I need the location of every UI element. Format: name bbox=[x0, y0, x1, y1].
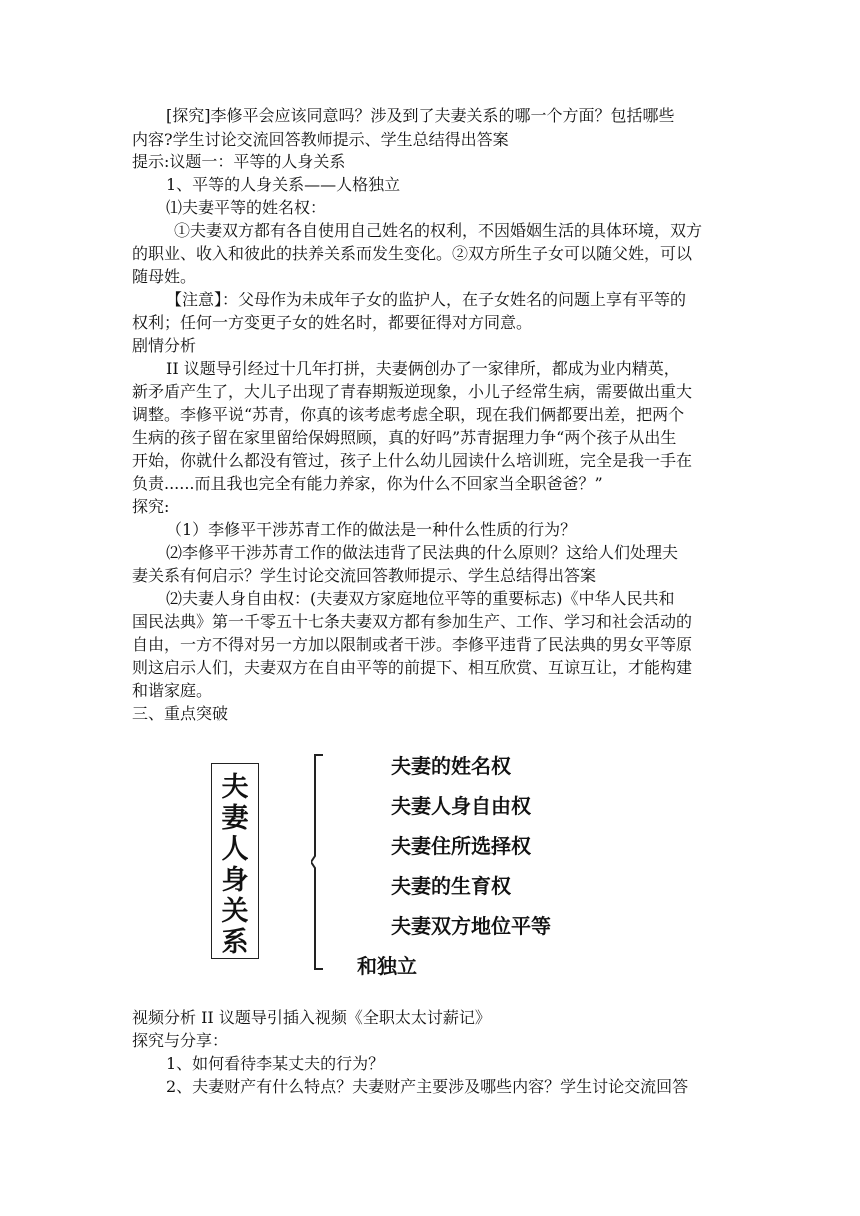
text-line: 则这启示人们，夫妻双方在自由平等的前提下、相互欣赏、互谅互让，才能构建 bbox=[132, 658, 693, 677]
text-line: ⑵夫妻人身自由权：(夫妻双方家庭地位平等的重要标志)《中华人民共和 bbox=[166, 589, 675, 608]
text-line: 视频分析 II 议题导引插入视频《全职太太讨薪记》 bbox=[132, 1008, 491, 1027]
diagram-title-char: 身 bbox=[221, 865, 249, 896]
diagram-title-char: 关 bbox=[221, 896, 249, 927]
text-line: 提示:议题一：平等的人身关系 bbox=[132, 152, 346, 171]
text-line: ①夫妻双方都有各自使用自己姓名的权利，不因婚姻生活的具体环境，双方 bbox=[174, 221, 703, 240]
section-heading: 探究与分享： bbox=[132, 1031, 229, 1050]
text-line: 调整。李修平说“苏青，你真的该考虑考虑全职，现在我们俩都要出差，把两个 bbox=[132, 405, 685, 424]
diagram-title-box bbox=[211, 763, 259, 959]
section-heading: 探究: bbox=[132, 497, 170, 516]
text-line: 新矛盾产生了，大儿子出现了青春期叛逆现象，小儿子经常生病，需要做出重大 bbox=[132, 382, 693, 401]
text-line: [探究]李修平会应该同意吗？涉及到了夫妻关系的哪一个方面？包括哪些 bbox=[166, 106, 675, 125]
diagram-title-char: 夫 bbox=[221, 772, 249, 803]
text-line: 【注意】：父母作为未成年子女的监护人，在子女姓名的问题上享有平等的 bbox=[166, 290, 687, 309]
diagram-item: 夫妻人身自由权 bbox=[391, 794, 531, 818]
diagram-item: 夫妻住所选择权 bbox=[391, 834, 531, 858]
text-line: 随母姓。 bbox=[132, 267, 197, 286]
diagram-title-char: 系 bbox=[221, 927, 249, 958]
diagram-item: 夫妻的生育权 bbox=[391, 874, 511, 898]
diagram-item: 夫妻双方地位平等 bbox=[391, 914, 551, 938]
text-line: 妻关系有何启示？学生讨论交流回答教师提示、学生总结得出答案 bbox=[132, 566, 597, 585]
text-line: 和谐家庭。 bbox=[132, 681, 213, 700]
diagram-item: 和独立 bbox=[357, 954, 417, 978]
text-line: 国民法典》第一千零五十七条夫妻双方都有参加生产、工作、学习和社会活动的 bbox=[132, 612, 693, 631]
text-line: 1、如何看待李某丈夫的行为？ bbox=[166, 1054, 385, 1073]
diagram-title-char: 妻 bbox=[221, 803, 249, 834]
text-line: 的职业、收入和彼此的扶养关系而发生变化。②双方所生子女可以随父姓，可以 bbox=[132, 244, 693, 263]
diagram-title-char: 人 bbox=[221, 834, 249, 865]
text-line: 权利；任何一方变更子女的姓名时，都要征得对方同意。 bbox=[132, 313, 533, 332]
text-line: 自由，一方不得对另一方加以限制或者干涉。李修平违背了民法典的男女平等原 bbox=[132, 635, 693, 654]
text-line: ⑵李修平干涉苏青工作的做法违背了民法典的什么原则？这给人们处理夫 bbox=[166, 543, 679, 562]
text-line: 2、夫妻财产有什么特点？夫妻财产主要涉及哪些内容？学生讨论交流回答 bbox=[166, 1077, 689, 1096]
relationship-diagram bbox=[205, 745, 625, 980]
text-line: 负责......而且我也完全有能力养家，你为什么不回家当全职爸爸？” bbox=[132, 474, 603, 493]
left-brace bbox=[311, 753, 325, 971]
text-line: （1）李修平干涉苏青工作的做法是一种什么性质的行为？ bbox=[166, 520, 577, 539]
text-line: ⑴夫妻平等的姓名权： bbox=[166, 198, 327, 217]
section-heading: 剧情分析 bbox=[132, 336, 197, 355]
text-line: 1、平等的人身关系——人格独立 bbox=[166, 175, 401, 194]
text-line: 生病的孩子留在家里留给保姆照顾，真的好吗”苏青据理力争“两个孩子从出生 bbox=[132, 428, 677, 447]
section-heading: 三、重点突破 bbox=[132, 704, 229, 723]
text-line: II 议题导引经过十几年打拼，夫妻俩创办了一家律所，都成为业内精英， bbox=[166, 359, 680, 378]
text-line: 内容?学生讨论交流回答教师提示、学生总结得出答案 bbox=[132, 130, 509, 149]
diagram-title bbox=[212, 772, 258, 958]
text-line: 开始，你就什么都没有管过，孩子上什么幼儿园读什么培训班，完全是我一手在 bbox=[132, 451, 693, 470]
diagram-item: 夫妻的姓名权 bbox=[391, 754, 511, 778]
